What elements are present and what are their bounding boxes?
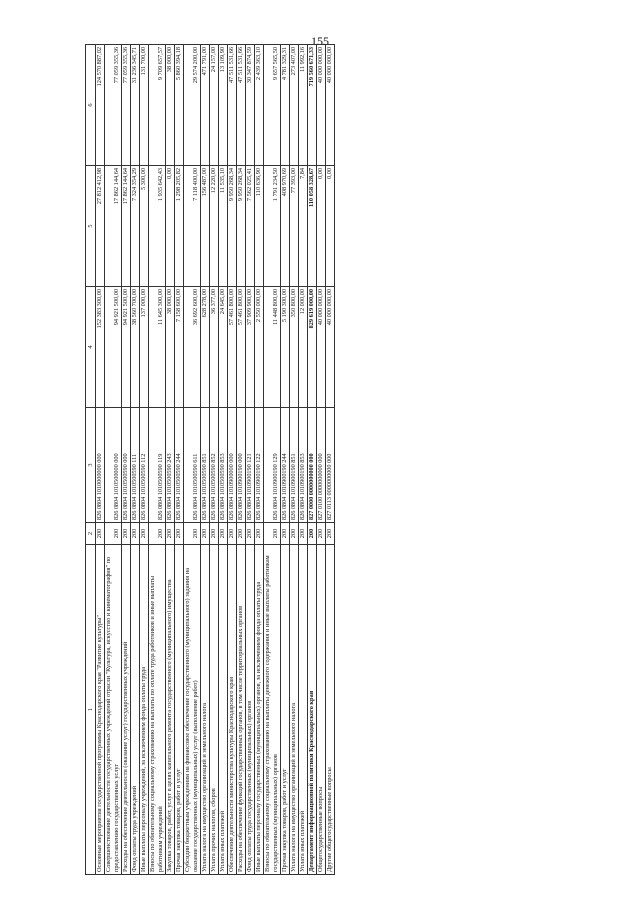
cell-c3: 826 0804 1010900190 244 — [281, 408, 290, 523]
cell-name: Иные выплаты персоналу учреждений, за исключением фонда оплаты труда — [140, 545, 149, 875]
cell-c4: 2 550 000,00 — [255, 287, 264, 408]
cell-c4: 152 383 300,00 — [96, 287, 105, 408]
cell-c3: 826 0804 1010500590 611 — [184, 408, 201, 523]
cell-c5: 408 970,69 — [281, 166, 290, 287]
cell-c2: 200 — [237, 523, 246, 545]
cell-name: Взносы по обязательному социальному страхованию на выплаты по оплате труда работников и иные выплаты работникам учреждений — [149, 545, 166, 875]
cell-c3: 826 0804 1010500590 111 — [131, 408, 140, 523]
cell-c5: 27 812 412,98 — [96, 166, 105, 287]
cell-c5: 17 862 144,64 — [105, 166, 122, 287]
table-row — [140, 45, 149, 875]
cell-c2: 200 — [255, 523, 264, 545]
cell-c6: 471 791,00 — [201, 45, 210, 166]
cell-c2: 200 — [131, 523, 140, 545]
column-header: 5 — [86, 166, 96, 287]
cell-c4: 38 000,00 — [166, 287, 175, 408]
cell-c4: 57 461 800,00 — [237, 287, 246, 408]
cell-c6: 30 347 874,59 — [246, 45, 255, 166]
cell-c3: 826 0804 1010900190 853 — [299, 408, 308, 523]
cell-c2: 200 — [281, 523, 290, 545]
cell-c3: 827 0100 0000000000 000 — [317, 408, 326, 523]
cell-c6: 47 511 531,66 — [228, 45, 237, 166]
cell-c4: 36 692 600,00 — [184, 287, 201, 408]
cell-c3: 826 0804 1010500590 851 — [201, 408, 210, 523]
cell-c6: 31 236 345,71 — [131, 45, 140, 166]
cell-name: Уплата иных платежей — [219, 545, 228, 875]
cell-c6: 2 439 363,10 — [255, 45, 264, 166]
cell-name: Взносы по обязательному социальному страхованию на выплаты денежного содержания и иные выплаты работникам государственных (муниципальных) органов — [264, 545, 281, 875]
cell-name: Уплата налога на имущество организаций и земельного налога — [201, 545, 210, 875]
table-row — [96, 45, 105, 875]
cell-c3: 826 0804 1010500590 244 — [175, 408, 184, 523]
table-body — [96, 45, 335, 875]
cell-c3: 826 0804 1010900190 121 — [246, 408, 255, 523]
cell-c5: 0,00 — [166, 166, 175, 287]
table-row — [281, 45, 290, 875]
cell-c5: 110 058 328,67 — [308, 166, 317, 287]
cell-c2: 200 — [290, 523, 299, 545]
cell-c3: 826 0804 1010500590 112 — [140, 408, 149, 523]
table-row — [308, 45, 317, 875]
cell-name: Расходы на обеспечение функций государственных органов, в том числе территориальных органов — [237, 545, 246, 875]
column-header: 6 — [86, 45, 96, 166]
cell-c4: 57 461 800,00 — [228, 287, 237, 408]
cell-c6: 77 059 355,36 — [122, 45, 131, 166]
cell-c6: 77 059 355,36 — [105, 45, 122, 166]
cell-c5: 77 393,00 — [290, 166, 299, 287]
cell-c4: 11 448 800,00 — [264, 287, 281, 408]
cell-c2: 200 — [96, 523, 105, 545]
cell-c4: 24 645,00 — [219, 287, 228, 408]
cell-c3: 826 0804 1010500000 000 — [105, 408, 122, 523]
cell-c3: 827 0000 0000000000 000 — [308, 408, 317, 523]
cell-name: Закупка товаров, работ, услуг в целях капитального ремонта государственного (муниципального) имущества — [166, 545, 175, 875]
page-number: 155 — [311, 34, 329, 48]
cell-c4: 94 921 500,00 — [122, 287, 131, 408]
cell-c6: 131 700,00 — [140, 45, 149, 166]
cell-c6: 13 109,90 — [219, 45, 228, 166]
cell-c2: 200 — [105, 523, 122, 545]
cell-c3: 826 0804 1010500590 000 — [122, 408, 131, 523]
cell-c4: 37 909 900,00 — [246, 287, 255, 408]
cell-name: Общегосударственные вопросы — [317, 545, 326, 875]
budget-table — [85, 44, 335, 875]
table-row — [255, 45, 264, 875]
cell-c4: 94 921 500,00 — [105, 287, 122, 408]
cell-c4: 38 560 700,00 — [131, 287, 140, 408]
table-row — [237, 45, 246, 875]
cell-c5: 7 324 354,29 — [131, 166, 140, 287]
column-header: 2 — [86, 523, 96, 545]
cell-c2: 200 — [184, 523, 201, 545]
table-row — [317, 45, 326, 875]
cell-name: Обеспечение деятельности министерства культуры Краснодарского края — [228, 545, 237, 875]
cell-c2: 200 — [219, 523, 228, 545]
table-row — [149, 45, 166, 875]
table-row — [166, 45, 175, 875]
cell-c3: 826 0804 1010500590 119 — [149, 408, 166, 523]
cell-c5: 156 487,00 — [201, 166, 210, 287]
cell-c6: 40 000 000,00 — [317, 45, 326, 166]
cell-name: Иные выплаты персоналу государственных (муниципальных) органов, за исключением фонда оплаты труда — [255, 545, 264, 875]
cell-c5: 7 118 400,00 — [184, 166, 201, 287]
table-row — [326, 45, 335, 875]
cell-c4: 7 158 600,00 — [175, 287, 184, 408]
table-row — [105, 45, 122, 875]
table-row — [201, 45, 210, 875]
cell-c6: 29 574 200,00 — [184, 45, 201, 166]
cell-c3: 827 0113 0000000000 000 — [326, 408, 335, 523]
cell-name: Уплата прочих налогов, сборов — [210, 545, 219, 875]
table-row — [219, 45, 228, 875]
cell-c3: 826 0804 1010500590 243 — [166, 408, 175, 523]
cell-c2: 200 — [175, 523, 184, 545]
cell-c6: 5 860 394,18 — [175, 45, 184, 166]
cell-c5: 1 791 234,50 — [264, 166, 281, 287]
header-row — [86, 45, 96, 875]
cell-c2: 200 — [122, 523, 131, 545]
cell-name: Основные мероприятия государственной программы Краснодарского края "Развитие культуры" — [96, 545, 105, 875]
cell-c5: 17 862 144,64 — [122, 166, 131, 287]
rotated-table-container — [85, 45, 575, 875]
cell-c5: 7 562 025,41 — [246, 166, 255, 287]
cell-c6: 11 992,16 — [299, 45, 308, 166]
cell-c3: 826 0804 1010900000 000 — [228, 408, 237, 523]
cell-c2: 200 — [308, 523, 317, 545]
table-row — [246, 45, 255, 875]
cell-c3: 826 0804 1010500590 853 — [219, 408, 228, 523]
column-header: 3 — [86, 408, 96, 523]
cell-c2: 200 — [149, 523, 166, 545]
table-row — [175, 45, 184, 875]
cell-name: Уплата налога на имущество организаций и земельного налога — [290, 545, 299, 875]
table-row — [299, 45, 308, 875]
cell-c4: 12 000,00 — [299, 287, 308, 408]
cell-c3: 826 0804 1010900190 851 — [290, 408, 299, 523]
cell-c6: 47 511 531,66 — [237, 45, 246, 166]
cell-c5: 9 950 268,34 — [228, 166, 237, 287]
cell-c2: 200 — [264, 523, 281, 545]
cell-c5: 1 935 642,43 — [149, 166, 166, 287]
cell-c2: 200 — [201, 523, 210, 545]
cell-c2: 200 — [210, 523, 219, 545]
cell-c2: 200 — [228, 523, 237, 545]
cell-c2: 200 — [317, 523, 326, 545]
cell-c4: 137 000,00 — [140, 287, 149, 408]
cell-c6: 124 570 887,02 — [96, 45, 105, 166]
cell-c4: 11 645 300,00 — [149, 287, 166, 408]
cell-c2: 200 — [299, 523, 308, 545]
cell-c4: 36 377,00 — [210, 287, 219, 408]
cell-c5: 7,84 — [299, 166, 308, 287]
table-row — [184, 45, 201, 875]
cell-c5: 12 220,00 — [210, 166, 219, 287]
table-row — [290, 45, 299, 875]
cell-name: Расходы на обеспечение деятельности (оказание услуг) государственных учреждений — [122, 545, 131, 875]
cell-c6: 9 709 657,57 — [149, 45, 166, 166]
cell-c4: 40 000 000,00 — [326, 287, 335, 408]
cell-c2: 200 — [246, 523, 255, 545]
cell-name: Уплата иных платежей — [299, 545, 308, 875]
cell-c5: 9 950 268,34 — [237, 166, 246, 287]
cell-c5: 1 298 205,82 — [175, 166, 184, 287]
cell-c3: 826 0804 1010000000 000 — [96, 408, 105, 523]
cell-c6: 9 657 565,50 — [264, 45, 281, 166]
cell-c2: 200 — [166, 523, 175, 545]
cell-name: Субсидии бюджетным учреждениям на финансовое обеспечение государственного (муниципального) задания на оказание государственных (муниципальных) услуг (выполнение работ) — [184, 545, 201, 875]
cell-c3: 826 0804 1010900190 000 — [237, 408, 246, 523]
table-row — [131, 45, 140, 875]
cell-c6: 38 000,00 — [166, 45, 175, 166]
cell-c5: 5 300,00 — [140, 166, 149, 287]
cell-c6: 4 781 329,31 — [281, 45, 290, 166]
cell-name: Фонд оплаты труда учреждений — [131, 545, 140, 875]
cell-c6: 273 407,00 — [290, 45, 299, 166]
cell-name: Фонд оплаты труда государственных (муниципальных) органов — [246, 545, 255, 875]
cell-c3: 826 0804 1010900190 129 — [264, 408, 281, 523]
cell-c6: 719 560 671,33 — [308, 45, 317, 166]
cell-c4: 5 190 300,00 — [281, 287, 290, 408]
table-row — [228, 45, 237, 875]
cell-c4: 628 278,00 — [201, 287, 210, 408]
column-header: 4 — [86, 287, 96, 408]
cell-c2: 200 — [140, 523, 149, 545]
cell-c4: 829 619 000,00 — [308, 287, 317, 408]
column-header: 1 — [86, 545, 96, 875]
table-row — [264, 45, 281, 875]
cell-c5: 0,00 — [317, 166, 326, 287]
cell-name: Прочая закупка товаров, работ и услуг — [281, 545, 290, 875]
cell-name: Совершенствование деятельности государственных учреждений отрасли "Культура, искусство и кинематография" по предоставлению государственных услуг — [105, 545, 122, 875]
cell-c6: 40 000 000,00 — [326, 45, 335, 166]
cell-name: Прочая закупка товаров, работ и услуг — [175, 545, 184, 875]
cell-c4: 350 800,00 — [290, 287, 299, 408]
cell-name: Другие общегосударственные вопросы — [326, 545, 335, 875]
table-row — [122, 45, 131, 875]
table-row — [210, 45, 219, 875]
cell-name: Департамент информационной политики Краснодарского края — [308, 545, 317, 875]
cell-c5: 11 535,10 — [219, 166, 228, 287]
cell-c3: 826 0804 1010500590 852 — [210, 408, 219, 523]
cell-c5: 0,00 — [326, 166, 335, 287]
cell-c6: 24 157,00 — [210, 45, 219, 166]
cell-c2: 200 — [326, 523, 335, 545]
cell-c5: 110 636,90 — [255, 166, 264, 287]
cell-c3: 826 0804 1010900190 122 — [255, 408, 264, 523]
cell-c4: 40 000 000,00 — [317, 287, 326, 408]
